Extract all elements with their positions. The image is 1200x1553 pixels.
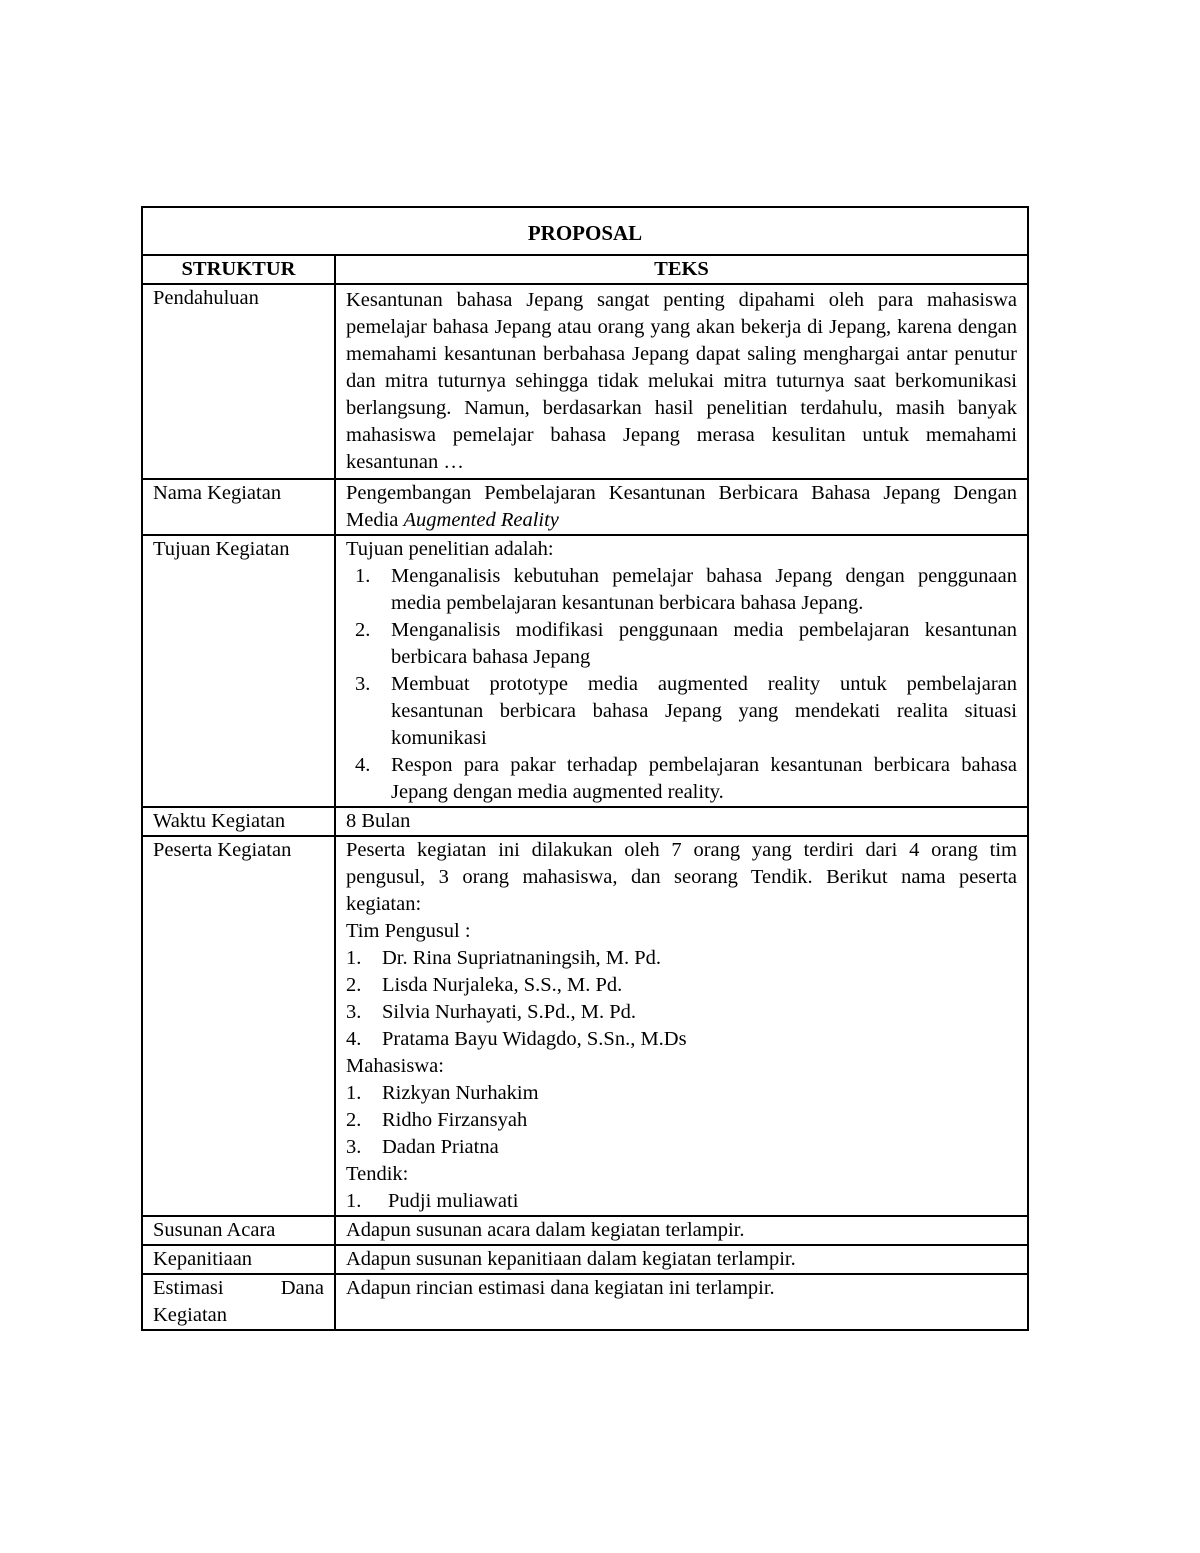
- list-item: [346, 1188, 1017, 1215]
- estimasi-dana-text: Adapun rincian estimasi dana kegiatan ini terlampir.: [335, 1274, 1028, 1330]
- list-item: [346, 1080, 1017, 1107]
- table-row-nama-kegiatan: [142, 479, 1028, 535]
- tujuan-intro: Tujuan penelitian adalah:: [346, 538, 554, 560]
- tendik-heading: Tendik:: [346, 1163, 409, 1185]
- table-row-peserta-kegiatan: [142, 836, 1028, 1216]
- tujuan-list: [346, 563, 1017, 806]
- peserta-intro: Peserta kegiatan ini dilakukan oleh 7 orang yang terdiri dari 4 orang tim pengusul, 3 orang mahasiswa, dan seorang Tendik. Berikut nama peserta kegiatan:: [346, 839, 1017, 915]
- list-item: [346, 1107, 1017, 1134]
- tendik-list: [346, 1188, 1017, 1215]
- nama-kegiatan-italic: Augmented Reality: [403, 509, 559, 531]
- list-item-text: Pratama Bayu Widagdo, S.Sn., M.Ds: [382, 1028, 687, 1050]
- table-row-susunan-acara: [142, 1216, 1028, 1245]
- row-label-tujuan-kegiatan: Tujuan Kegiatan: [142, 535, 335, 807]
- list-item: [346, 972, 1017, 999]
- list-item-number: 1.: [346, 1190, 362, 1212]
- column-header-struktur: STRUKTUR: [142, 255, 335, 284]
- list-item-number: 3.: [355, 673, 371, 695]
- estimasi-label-line: [153, 1275, 324, 1302]
- row-label-pendahuluan: Pendahuluan: [142, 284, 335, 479]
- list-item-text: Silvia Nurhayati, S.Pd., M. Pd.: [382, 1001, 636, 1023]
- list-item: [346, 945, 1017, 972]
- waktu-kegiatan-text: 8 Bulan: [335, 807, 1028, 836]
- list-item-number: 4.: [346, 1028, 362, 1050]
- table-row-pendahuluan: [142, 284, 1028, 479]
- list-item: [346, 999, 1017, 1026]
- list-item-text: Dr. Rina Supriatnaningsih, M. Pd.: [382, 947, 662, 969]
- mahasiswa-list: [346, 1080, 1017, 1161]
- header-row: [142, 255, 1028, 284]
- proposal-table: [141, 206, 1029, 1331]
- list-item-text: Respon para pakar terhadap pembelajaran kesantunan berbicara bahasa Jepang dengan media augmented reality.: [391, 754, 1017, 803]
- list-item-text: Menganalisis modifikasi penggunaan media pembelajaran kesantunan berbicara bahasa Jepang: [391, 619, 1017, 668]
- list-item: [346, 1026, 1017, 1053]
- tim-pengusul-heading: Tim Pengusul :: [346, 920, 471, 942]
- list-item-number: 3.: [346, 1136, 362, 1158]
- row-label-peserta-kegiatan: Peserta Kegiatan: [142, 836, 335, 1216]
- list-item-text: Ridho Firzansyah: [382, 1109, 528, 1131]
- list-item-number: 1.: [346, 1082, 362, 1104]
- list-item: [355, 752, 1017, 806]
- row-label-kepanitiaan: Kepanitiaan: [142, 1245, 335, 1274]
- tujuan-cell: [335, 535, 1028, 807]
- table-title: PROPOSAL: [142, 207, 1028, 255]
- list-item-number: 2.: [355, 619, 371, 641]
- row-label-susunan-acara: Susunan Acara: [142, 1216, 335, 1245]
- row-label-nama-kegiatan: Nama Kegiatan: [142, 479, 335, 535]
- list-item: [355, 671, 1017, 752]
- list-item-number: 1.: [346, 947, 362, 969]
- list-item-text: Dadan Priatna: [382, 1136, 499, 1158]
- list-item-number: 2.: [346, 974, 362, 996]
- dana-label-word: Dana: [280, 1277, 324, 1299]
- list-item: [355, 617, 1017, 671]
- kegiatan-label-word: Kegiatan: [153, 1304, 227, 1326]
- table-row-estimasi-dana: [142, 1274, 1028, 1330]
- list-item-text: Rizkyan Nurhakim: [382, 1082, 539, 1104]
- row-label-estimasi-dana: [142, 1274, 335, 1330]
- tim-pengusul-list: [346, 945, 1017, 1053]
- list-item-number: 1.: [355, 565, 371, 587]
- nama-kegiatan-text: Pengembangan Pembelajaran Kesantunan Berbicara Bahasa Jepang Dengan Media: [346, 482, 1017, 531]
- estimasi-label-word: Estimasi: [153, 1277, 224, 1299]
- table-row-waktu-kegiatan: [142, 807, 1028, 836]
- kepanitiaan-text: Adapun susunan kepanitiaan dalam kegiatan terlampir.: [335, 1245, 1028, 1274]
- list-item-number: 4.: [355, 754, 371, 776]
- list-item-text: Pudji muliawati: [388, 1190, 519, 1212]
- pendahuluan-text: Kesantunan bahasa Jepang sangat penting dipahami oleh para mahasiswa pemelajar bahasa Jepang atau orang yang akan bekerja di Jepang, karena dengan memahami kesantunan berbahasa Jepang dapat saling menghargai antar penutur dan mitra tuturnya sehingga tidak melukai mitra tuturnya saat berkomunikasi berlangsung. Namun, berdasarkan hasil penelitian terdahulu, masih banyak mahasiswa pemelajar bahasa Jepang merasa kesulitan untuk memahami kesantunan …: [335, 284, 1028, 479]
- table-row-kepanitiaan: [142, 1245, 1028, 1274]
- list-item-text: Lisda Nurjaleka, S.S., M. Pd.: [382, 974, 623, 996]
- list-item: [346, 1134, 1017, 1161]
- list-item-text: Menganalisis kebutuhan pemelajar bahasa Jepang dengan penggunaan media pembelajaran kesantunan berbicara bahasa Jepang.: [391, 565, 1017, 614]
- nama-kegiatan-cell: [335, 479, 1028, 535]
- list-item: [355, 563, 1017, 617]
- list-item-number: 3.: [346, 1001, 362, 1023]
- row-label-waktu-kegiatan: Waktu Kegiatan: [142, 807, 335, 836]
- column-header-teks: TEKS: [335, 255, 1028, 284]
- table-row-tujuan-kegiatan: [142, 535, 1028, 807]
- susunan-acara-text: Adapun susunan acara dalam kegiatan terlampir.: [335, 1216, 1028, 1245]
- list-item-text: Membuat prototype media augmented reality untuk pembelajaran kesantunan berbicara bahasa Jepang yang mendekati realita situasi komunikasi: [391, 673, 1017, 749]
- list-item-number: 2.: [346, 1109, 362, 1131]
- peserta-cell: [335, 836, 1028, 1216]
- title-row: [142, 207, 1028, 255]
- mahasiswa-heading: Mahasiswa:: [346, 1055, 444, 1077]
